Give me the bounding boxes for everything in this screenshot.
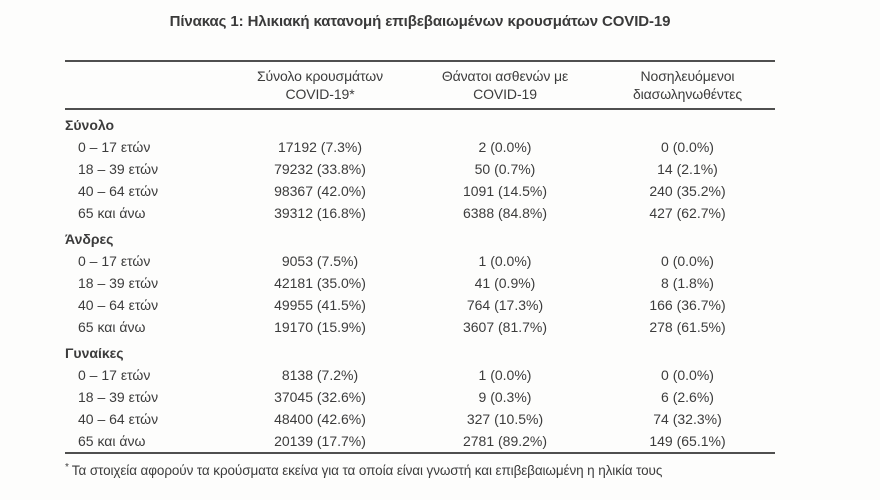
deaths-value: 50 (0.7%) — [474, 161, 536, 177]
header-total-cases-line2: COVID-19* — [285, 86, 355, 102]
intubated-value: 74 (32.3%) — [653, 411, 722, 427]
header-deaths-line1: Θάνατοι ασθενών με — [441, 68, 569, 84]
age-group-label: 40 – 64 ετών — [78, 411, 159, 427]
section-label: Άνδρες — [65, 231, 114, 247]
header-empty-cell — [65, 61, 230, 109]
cases-value: 17192 (7.3%) — [277, 139, 363, 155]
table-footnote — [65, 462, 775, 479]
header-intubated-line2: διασωληνωθέντες — [632, 86, 743, 102]
intubated-value: 0 (0.0%) — [661, 139, 714, 155]
header-intubated-line1: Νοσηλευόμενοι — [640, 68, 735, 84]
table-row — [65, 430, 775, 453]
section-label: Γυναίκες — [65, 345, 124, 361]
deaths-value: 1 (0.0%) — [478, 367, 532, 383]
cases-value: 48400 (42.6%) — [274, 411, 366, 427]
intubated-value: 166 (36.7%) — [649, 297, 726, 313]
cases-value: 39312 (16.8%) — [274, 205, 366, 221]
deaths-value: 1091 (14.5%) — [462, 183, 548, 199]
header-deaths-line2: COVID-19 — [473, 86, 537, 102]
age-group-label: 65 και άνω — [78, 205, 146, 221]
age-group-label: 65 και άνω — [78, 319, 146, 335]
covid-age-distribution-table — [65, 60, 775, 454]
table-row — [65, 272, 775, 294]
cases-value: 98367 (42.0%) — [274, 183, 366, 199]
header-intubated — [600, 61, 775, 109]
age-group-label: 65 και άνω — [78, 433, 146, 449]
table-row — [65, 364, 775, 386]
table-row — [65, 294, 775, 316]
header-deaths — [410, 61, 600, 109]
age-group-label: 40 – 64 ετών — [78, 183, 159, 199]
footnote-text: Τα στοιχεία αφορούν τα κρούσματα εκείνα για τα οποία είναι γνωστή και επιβεβαιωμένη η ηλικία τους — [71, 463, 663, 478]
table-row — [65, 202, 775, 224]
cases-value: 49955 (41.5%) — [274, 297, 366, 313]
deaths-value: 2781 (89.2%) — [462, 433, 548, 449]
intubated-value: 14 (2.1%) — [657, 161, 718, 177]
header-total-cases — [230, 61, 410, 109]
table-title: Πίνακας 1: Ηλικιακή κατανομή επιβεβαιωμένων κρουσμάτων COVID-19 — [169, 13, 671, 30]
table-row — [65, 136, 775, 158]
deaths-value: 3607 (81.7%) — [462, 319, 548, 335]
section-header-women — [65, 338, 775, 364]
section-header-total — [65, 109, 775, 136]
cases-value: 37045 (32.6%) — [274, 389, 366, 405]
intubated-value: 6 (2.6%) — [661, 389, 714, 405]
deaths-value: 6388 (84.8%) — [462, 205, 548, 221]
deaths-value: 2 (0.0%) — [478, 139, 532, 155]
table-header — [65, 61, 775, 109]
table-row — [65, 316, 775, 338]
intubated-value: 8 (1.8%) — [661, 275, 714, 291]
cases-value: 9053 (7.5%) — [281, 253, 359, 269]
deaths-value: 764 (17.3%) — [466, 297, 544, 313]
cases-value: 19170 (15.9%) — [274, 319, 366, 335]
intubated-value: 427 (62.7%) — [649, 205, 726, 221]
age-group-label: 0 – 17 ετών — [78, 139, 151, 155]
age-group-label: 0 – 17 ετών — [78, 253, 151, 269]
age-group-label: 18 – 39 ετών — [78, 275, 159, 291]
cases-value: 20139 (17.7%) — [274, 433, 366, 449]
table-row — [65, 250, 775, 272]
table-row — [65, 180, 775, 202]
intubated-value: 0 (0.0%) — [661, 367, 714, 383]
intubated-value: 0 (0.0%) — [661, 253, 714, 269]
intubated-value: 278 (61.5%) — [649, 319, 726, 335]
table-row — [65, 408, 775, 430]
intubated-value: 240 (35.2%) — [649, 183, 726, 199]
intubated-value: 149 (65.1%) — [649, 433, 726, 449]
age-group-label: 0 – 17 ετών — [78, 367, 151, 383]
covid-report-document — [65, 10, 775, 479]
cases-value: 79232 (33.8%) — [274, 161, 366, 177]
cases-value: 8138 (7.2%) — [281, 367, 359, 383]
table-row — [65, 158, 775, 180]
age-group-label: 18 – 39 ετών — [78, 161, 159, 177]
header-total-cases-line1: Σύνολο κρουσμάτων — [256, 68, 384, 84]
deaths-value: 41 (0.9%) — [474, 275, 536, 291]
cases-value: 42181 (35.0%) — [274, 275, 366, 291]
deaths-value: 9 (0.3%) — [478, 389, 532, 405]
header-row — [65, 61, 775, 109]
age-group-label: 40 – 64 ετών — [78, 297, 159, 313]
section-header-men — [65, 224, 775, 250]
table-body — [65, 109, 775, 453]
deaths-value: 1 (0.0%) — [478, 253, 532, 269]
deaths-value: 327 (10.5%) — [466, 411, 544, 427]
section-label: Σύνολο — [65, 117, 115, 133]
table-row — [65, 386, 775, 408]
age-group-label: 18 – 39 ετών — [78, 389, 159, 405]
footnote-asterisk: * — [65, 461, 69, 473]
